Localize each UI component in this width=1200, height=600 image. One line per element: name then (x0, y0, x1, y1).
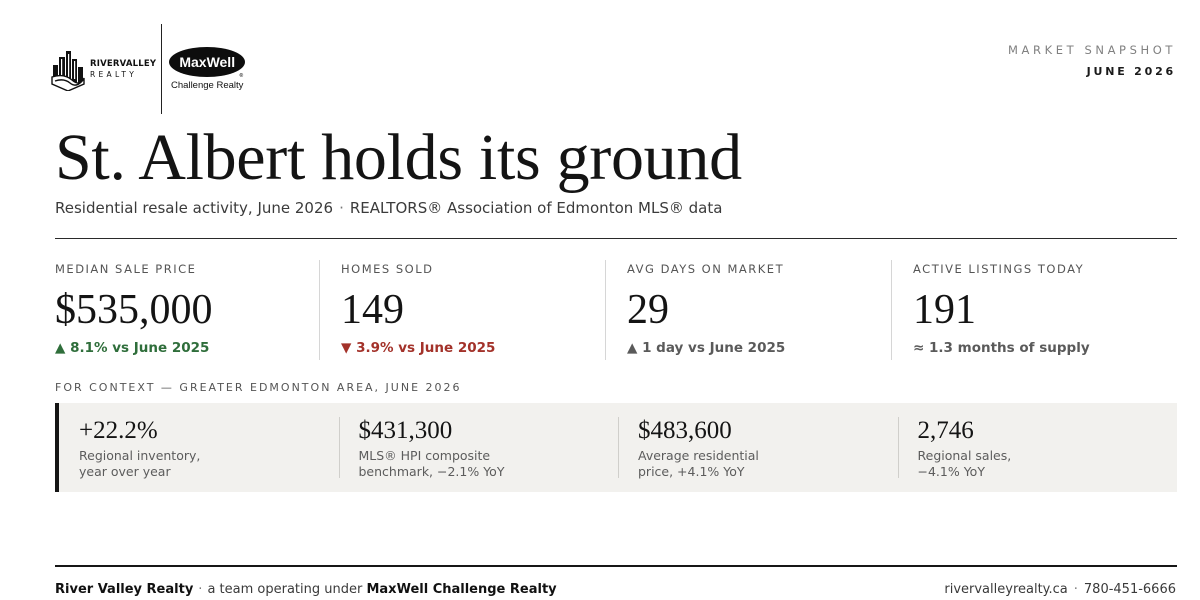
brand-logos (50, 24, 245, 114)
river-valley-realty-logo (50, 47, 156, 91)
stat-value: 29 (627, 287, 669, 333)
context-item-average-price (618, 417, 898, 478)
context-value: $483,600 (638, 417, 732, 444)
context-value: 2,746 (917, 417, 974, 444)
stat-label: HOMES SOLD (341, 262, 434, 276)
page-title: St. Albert holds its ground (55, 121, 742, 194)
stat-median-sale-price (55, 260, 319, 360)
footer-website-link[interactable]: rivervalleyrealty.ca (944, 582, 1068, 597)
stat-change: ≈ 1.3 months of supply (913, 340, 1090, 356)
context-panel (55, 403, 1177, 492)
context-item-inventory (59, 417, 339, 478)
context-description: Regional inventory, year over year (79, 448, 201, 479)
stat-change: ▼ 3.9% vs June 2025 (341, 340, 496, 356)
subtitle-part1: Residential resale activity, June 2026 (55, 199, 334, 217)
river-valley-skyline-icon (50, 47, 86, 91)
stat-change: ▲ 8.1% vs June 2025 (55, 340, 210, 356)
stat-label: ACTIVE LISTINGS TODAY (913, 262, 1085, 276)
stat-label: MEDIAN SALE PRICE (55, 262, 197, 276)
context-description: MLS® HPI composite benchmark, −2.1% YoY (358, 448, 505, 479)
stat-value: 191 (913, 287, 976, 333)
maxwell-subtitle: Challenge Realty (171, 80, 244, 91)
stat-active-listings (891, 260, 1177, 360)
context-description: Regional sales, −4.1% YoY (917, 448, 1012, 479)
stat-value: $535,000 (55, 287, 213, 333)
subtitle-separator: · (339, 199, 344, 217)
bottom-divider (55, 565, 1177, 567)
footer-brokerage: MaxWell Challenge Realty (366, 582, 557, 597)
stat-value: 149 (341, 287, 404, 333)
subtitle-part2: REALTORS® Association of Edmonton MLS® data (349, 199, 723, 217)
kicker-label: MARKET SNAPSHOT (1008, 43, 1176, 57)
rv-logo-line2: REALTY (90, 69, 138, 79)
footer-team-text: a team operating under (207, 582, 363, 597)
maxwell-registered-mark: ® (239, 73, 244, 79)
context-description: Average residential price, +4.1% YoY (638, 448, 759, 479)
maxwell-name: MaxWell (179, 54, 236, 70)
footer-contact (944, 582, 1176, 597)
kicker-date: JUNE 2026 (1086, 65, 1176, 78)
context-item-regional-sales (898, 417, 1178, 478)
context-item-hpi-benchmark (339, 417, 619, 478)
kicker (1008, 43, 1176, 78)
footer-separator: · (1073, 582, 1078, 597)
footer-separator: · (198, 582, 203, 597)
context-label: FOR CONTEXT — GREATER EDMONTON AREA, JUNE 2026 (55, 381, 462, 394)
stat-change: ▲ 1 day vs June 2025 (627, 340, 786, 356)
footer-brand-line (55, 582, 557, 597)
stat-avg-days-on-market (605, 260, 891, 360)
top-divider (55, 238, 1177, 239)
key-stats (55, 260, 1177, 360)
page-subtitle (55, 199, 722, 217)
rv-logo-line1: RIVERVALLEY (90, 59, 157, 69)
stat-label: AVG DAYS ON MARKET (627, 262, 785, 276)
context-value: +22.2% (79, 417, 158, 444)
footer-brand: River Valley Realty (55, 582, 194, 597)
logo-divider (161, 24, 162, 114)
context-value: $431,300 (358, 417, 453, 444)
footer-phone[interactable]: 780-451-6666 (1083, 582, 1176, 597)
maxwell-oval (169, 47, 245, 77)
stat-homes-sold (319, 260, 605, 360)
maxwell-logo (169, 47, 245, 91)
